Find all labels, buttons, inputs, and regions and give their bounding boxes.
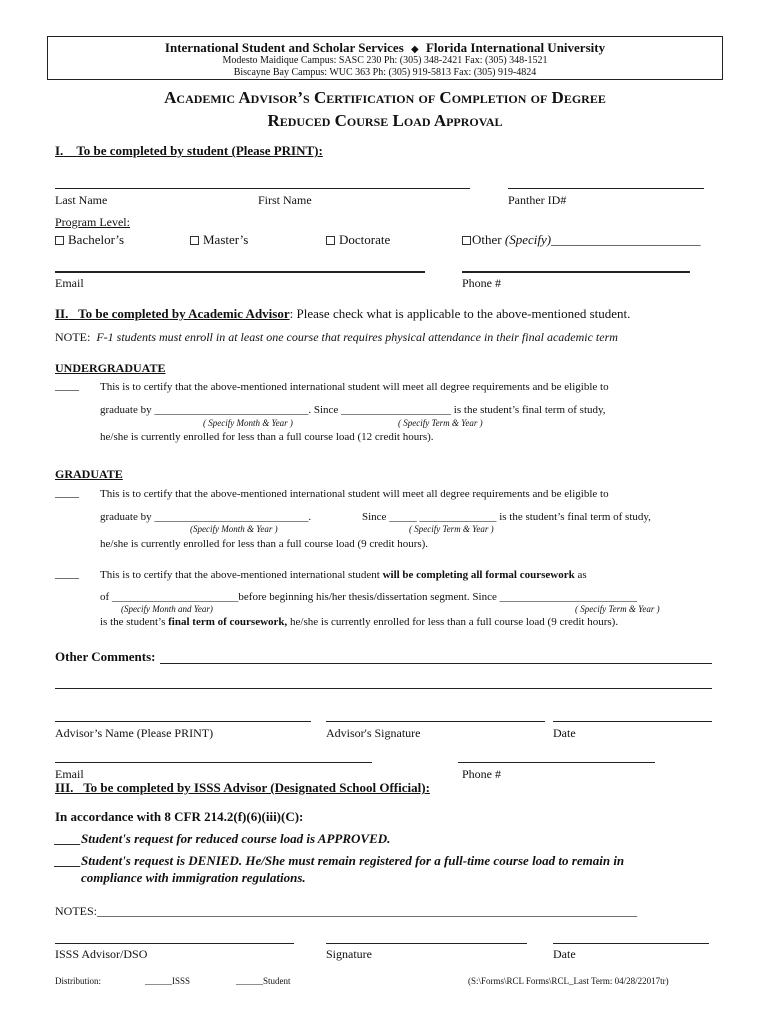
other-comments-field[interactable] xyxy=(160,663,712,664)
distribution-student[interactable]: ______Student xyxy=(236,976,291,986)
note: NOTE: F-1 students must enroll in at least one course that requires physical attendance in their final academic term xyxy=(55,330,618,344)
campus-line-1: Modesto Maidique Campus: SASC 230 Ph: (305) 348-2421 Fax: (305) 348-1521 xyxy=(222,55,548,66)
last-first-name-field[interactable] xyxy=(55,188,470,189)
distribution-label: Distribution: xyxy=(55,976,102,986)
org-left: International Student and Scholar Services xyxy=(164,40,404,55)
approved-line[interactable]: ____Student's request for reduced course load is APPROVED. xyxy=(55,831,391,846)
advisor-email-field[interactable] xyxy=(55,762,372,763)
org-right: Florida International University xyxy=(425,40,606,55)
isss-signature-label: Signature xyxy=(326,947,372,961)
advisor-name-label: Advisor’s Name (Please PRINT) xyxy=(55,726,214,740)
isss-advisor-field[interactable] xyxy=(55,943,294,944)
graduate-heading: GRADUATE xyxy=(55,467,123,481)
checkbox-icon xyxy=(190,236,199,245)
isss-date-field[interactable] xyxy=(553,943,709,944)
gr-spec-term-year: ( Specify Term & Year ) xyxy=(409,524,494,534)
gr-cert-line-1: This is to certify that the above-mentioned international student will meet all degree requirements and be eligible to xyxy=(100,488,609,500)
gr2-cert-line-1: This is to certify that the above-mentioned international student will be completing all formal coursework as xyxy=(100,569,587,581)
campus-line-2: Biscayne Bay Campus: WUC 363 Ph: (305) 919-5813 Fax: (305) 919-4824 xyxy=(233,67,537,78)
advisor-name-field[interactable] xyxy=(55,721,311,722)
cfr-reference: In accordance with 8 CFR 214.2(f)(6)(iii)(C): xyxy=(55,809,304,824)
isss-advisor-label: ISSS Advisor/DSO xyxy=(55,947,148,961)
isss-signature-field[interactable] xyxy=(326,943,527,944)
phone-field[interactable] xyxy=(462,271,690,273)
gr-cert-line-2a[interactable]: graduate by ____________________________. xyxy=(100,511,312,523)
graduate-coursework-check-blank[interactable]: ____ xyxy=(55,566,79,580)
checkbox-icon xyxy=(326,236,335,245)
advisor-phone-label: Phone # xyxy=(462,767,501,781)
gr2-cert-line-3: is the student’s final term of coursework, he/she is currently enrolled for less than a full course load (9 credit hours). xyxy=(100,616,619,628)
masters-checkbox[interactable]: Master’s xyxy=(190,232,248,248)
undergraduate-check-blank[interactable]: ____ xyxy=(55,378,79,392)
gr2-cert-line-2[interactable]: of _______________________before beginning his/her thesis/dissertation segment. Since _________________________ xyxy=(100,591,638,603)
gr2-spec-term-year: ( Specify Term & Year ) xyxy=(575,604,660,614)
form-title-line-2: Reduced Course Load Approval xyxy=(267,111,503,130)
section-1-heading: I. To be completed by student (Please PRINT): xyxy=(55,143,323,158)
other-comments-label: Other Comments: xyxy=(55,649,156,664)
checkbox-icon xyxy=(55,236,64,245)
ug-spec-month-year: ( Specify Month & Year ) xyxy=(203,418,293,428)
checkbox-icon xyxy=(462,236,471,245)
email-field[interactable] xyxy=(55,271,425,273)
distribution-isss[interactable]: ______ISSS xyxy=(145,976,191,986)
program-level-label: Program Level: xyxy=(55,215,130,229)
ug-cert-line-2[interactable]: graduate by ____________________________. Since ____________________ is the student’s final term of study, xyxy=(100,404,606,416)
advisor-signature-field[interactable] xyxy=(326,721,545,722)
advisor-date-field[interactable] xyxy=(553,721,712,722)
doctorate-checkbox[interactable]: Doctorate xyxy=(326,232,390,248)
ug-cert-line-1: This is to certify that the above-mentioned international student will meet all degree requirements and be eligible to xyxy=(100,381,609,393)
notes-field[interactable]: NOTES:__________________________________________________________________________________________ xyxy=(55,904,637,918)
other-checkbox[interactable]: Other (Specify)_______________________ xyxy=(462,232,701,248)
diamond-icon: ◆ xyxy=(411,44,419,55)
advisor-date-label: Date xyxy=(553,726,576,740)
other-specify-field[interactable]: (Specify)_______________________ xyxy=(504,232,701,247)
undergraduate-heading: UNDERGRADUATE xyxy=(55,361,166,375)
panther-id-label: Panther ID# xyxy=(508,193,567,207)
gr2-spec-month-year: (Specify Month and Year) xyxy=(121,604,213,614)
ug-spec-term-year: ( Specify Term & Year ) xyxy=(398,418,483,428)
form-title-line-1: Academic Advisor’s Certification of Completion of Degree xyxy=(164,88,606,107)
denied-line-1[interactable]: ____Student's request is DENIED. He/She must remain registered for a full-time course load to remain in xyxy=(55,853,625,868)
bachelors-checkbox[interactable]: Bachelor’s xyxy=(55,232,124,248)
last-name-label: Last Name xyxy=(55,193,108,207)
file-path: (S:\Forms\RCL Forms\RCL_Last Term: 04/28/22017tr) xyxy=(468,976,669,986)
advisor-email-label: Email xyxy=(55,767,84,781)
gr-cert-line-2b[interactable]: Since _____ ______________ is the student’s final term of study, xyxy=(362,511,651,523)
advisor-phone-field[interactable] xyxy=(458,762,655,763)
isss-date-label: Date xyxy=(553,947,576,961)
first-name-label: First Name xyxy=(258,193,312,207)
other-comments-field-2[interactable] xyxy=(55,688,712,689)
denied-line-2: compliance with immigration regulations. xyxy=(81,870,306,885)
gr-cert-line-3: he/she is currently enrolled for less than a full course load (9 credit hours). xyxy=(100,538,429,550)
ug-cert-line-3: he/she is currently enrolled for less than a full course load (12 credit hours). xyxy=(100,431,434,443)
header-org xyxy=(47,40,723,56)
graduate-check-blank[interactable]: ____ xyxy=(55,485,79,499)
section-3-heading: III. To be completed by ISSS Advisor (Designated School Official): xyxy=(55,780,430,795)
advisor-signature-label: Advisor's Signature xyxy=(326,726,421,740)
panther-id-field[interactable] xyxy=(508,188,704,189)
gr-spec-month-year: (Specify Month & Year ) xyxy=(190,524,278,534)
phone-label: Phone # xyxy=(462,276,501,290)
email-label: Email xyxy=(55,276,84,290)
section-2-heading: II. To be completed by Academic Advisor: Please check what is applicable to the above-mentioned student. xyxy=(55,306,631,321)
